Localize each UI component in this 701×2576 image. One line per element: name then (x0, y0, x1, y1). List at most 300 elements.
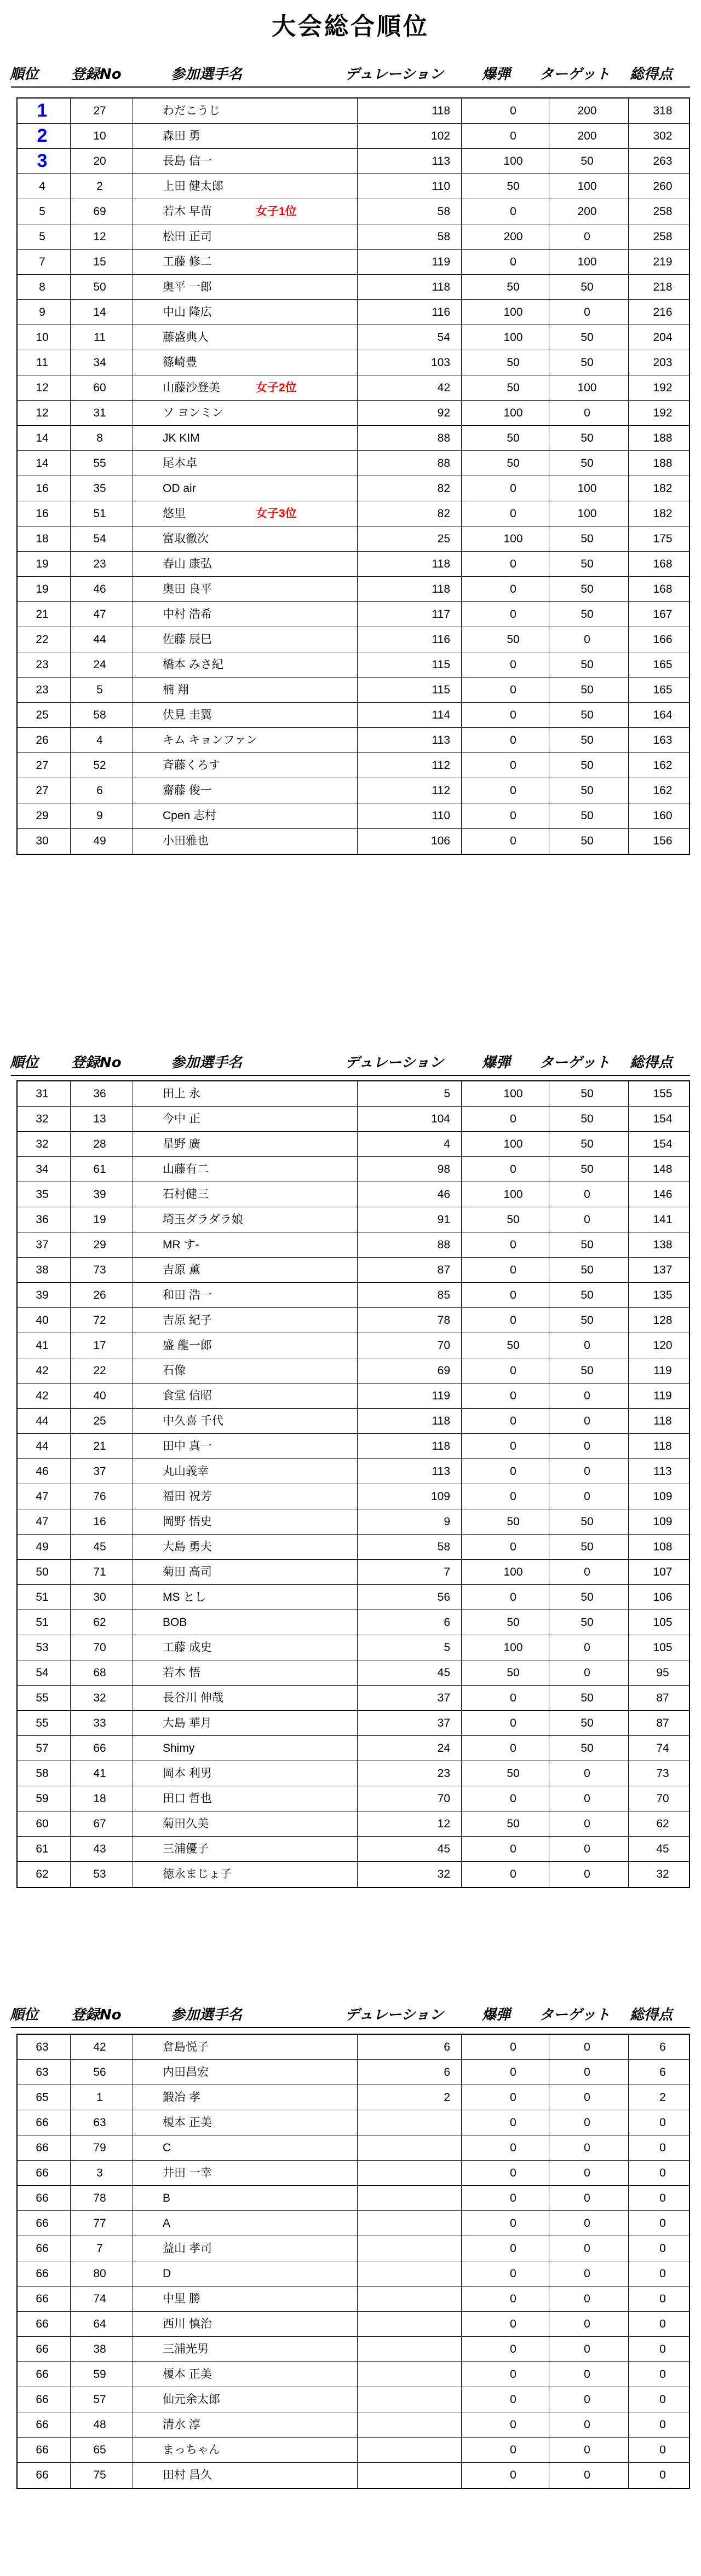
cell-total: 182 (653, 482, 673, 495)
cell-duration: 117 (432, 608, 450, 621)
cell-total: 260 (653, 180, 673, 193)
cell-bomb: 0 (510, 2343, 516, 2355)
cell-entry-no: 62 (93, 1616, 106, 1629)
cell-entry-no: 51 (93, 507, 106, 520)
cell-award-badge (256, 1560, 349, 1584)
cell-target: 0 (584, 1339, 590, 1352)
cell-name: 吉原 紀子 (163, 1314, 212, 1327)
cell-total: 188 (653, 457, 673, 470)
cell-bomb: 50 (507, 1666, 520, 1679)
table-row (18, 1837, 689, 1862)
cell-target: 50 (581, 1163, 594, 1176)
cell-target: 0 (584, 2368, 590, 2381)
cell-target: 200 (577, 205, 597, 218)
cell-total: 0 (659, 2393, 666, 2406)
cell-rank: 12 (36, 381, 49, 394)
header-entry-no: 登録No (71, 1055, 122, 1071)
cell-rank: 66 (36, 2242, 49, 2255)
cell-bomb: 50 (507, 281, 520, 293)
cell-bomb: 0 (510, 1264, 516, 1276)
table-row (18, 1232, 689, 1258)
cell-entry-no: 57 (93, 2393, 106, 2406)
header-bomb: 爆弾 (482, 1055, 511, 1071)
cell-bomb: 0 (510, 1541, 516, 1553)
cell-total: 113 (653, 1465, 672, 1478)
cell-entry-no: 21 (93, 1440, 106, 1452)
cell-rank: 41 (36, 1339, 49, 1352)
header-total: 総得点 (630, 66, 673, 83)
cell-entry-no: 40 (93, 1390, 106, 1402)
cell-name: 中久喜 千代 (163, 1415, 223, 1427)
table-row (18, 1585, 689, 1610)
cell-target: 0 (584, 1465, 590, 1478)
cell-name: 田村 昌久 (163, 2469, 212, 2481)
header-bomb: 爆弾 (482, 2007, 511, 2023)
cell-duration (357, 2362, 450, 2387)
cell-target: 0 (584, 1188, 590, 1201)
cell-total: 182 (653, 507, 673, 520)
cell-award-badge (256, 2035, 349, 2059)
cell-name: Shimy (163, 1742, 195, 1755)
cell-total: 218 (653, 281, 673, 293)
cell-rank: 57 (36, 1742, 49, 1755)
cell-award-badge (256, 2186, 349, 2210)
cell-duration: 91 (437, 1213, 450, 1226)
table-row (18, 1157, 689, 1182)
cell-entry-no: 14 (93, 306, 106, 319)
cell-rank: 12 (36, 407, 49, 419)
cell-rank: 66 (36, 2469, 49, 2481)
cell-target: 200 (577, 130, 597, 142)
cell-name: 仙元余太郎 (163, 2393, 220, 2406)
cell-name: 奥田 良平 (163, 583, 212, 595)
cell-bomb: 50 (507, 457, 520, 470)
cell-duration: 103 (430, 356, 450, 369)
cell-rank: 34 (36, 1163, 49, 1176)
cell-entry-no: 24 (93, 658, 106, 671)
cell-total: 109 (653, 1490, 673, 1503)
cell-duration (357, 2236, 450, 2261)
cell-name: 長島 信一 (163, 155, 212, 167)
cell-award-badge (256, 2110, 349, 2135)
cell-rank: 66 (36, 2267, 49, 2280)
table-row (18, 1308, 689, 1333)
cell-duration: 113 (432, 155, 450, 167)
cell-duration: 23 (437, 1767, 450, 1780)
table-row (18, 1333, 689, 1358)
cell-bomb: 0 (510, 759, 516, 772)
cell-duration: 88 (437, 457, 450, 470)
cell-duration: 58 (437, 230, 450, 243)
cell-name: 石像 (163, 1364, 186, 1377)
cell-target: 100 (577, 482, 597, 495)
cell-entry-no: 6 (96, 784, 103, 797)
table-row (18, 124, 689, 149)
cell-rank: 30 (36, 835, 49, 847)
header-name: 参加選手名 (171, 1055, 243, 1071)
cell-target: 0 (584, 1868, 590, 1880)
table-row (18, 778, 689, 803)
cell-rank: 8 (39, 281, 45, 293)
cell-rank: 23 (36, 684, 49, 696)
ranking-table (16, 2034, 690, 2489)
cell-total: 62 (656, 1817, 669, 1830)
cell-rank: 32 (36, 1138, 49, 1150)
cell-duration: 118 (432, 558, 450, 570)
cell-total: 108 (653, 1541, 673, 1553)
cell-award-badge (256, 2060, 349, 2085)
cell-name: ソ ヨンミン (163, 407, 223, 419)
cell-rank: 61 (36, 1843, 49, 1855)
cell-entry-no: 13 (93, 1113, 106, 1125)
cell-total: 258 (653, 230, 673, 243)
table-row (18, 1132, 689, 1157)
cell-name: 橋本 みさ紀 (163, 658, 223, 671)
cell-target: 50 (581, 734, 594, 746)
cell-rank: 39 (36, 1289, 49, 1301)
cell-total: 168 (653, 583, 673, 595)
cell-name: 若木 早苗 (163, 205, 212, 218)
cell-name: 埼玉ダラダラ娘 (163, 1213, 243, 1226)
cell-duration: 45 (437, 1666, 450, 1679)
cell-target: 0 (584, 2318, 590, 2330)
cell-rank: 35 (36, 1188, 49, 1201)
cell-duration: 102 (430, 130, 450, 142)
cell-rank: 66 (36, 2192, 49, 2204)
cell-total: 0 (659, 2368, 666, 2381)
cell-duration: 87 (437, 1264, 450, 1276)
table-row (18, 149, 689, 174)
header-duration: デュレーション (345, 66, 444, 83)
cell-name: 工藤 修二 (163, 256, 212, 268)
cell-award-badge (256, 1761, 349, 1786)
cell-entry-no: 52 (93, 759, 106, 772)
cell-target: 50 (581, 1591, 594, 1604)
cell-duration: 70 (437, 1339, 450, 1352)
cell-rank: 66 (36, 2318, 49, 2330)
page-title: 大会総合順位 (272, 13, 429, 40)
cell-bomb: 100 (503, 1138, 523, 1150)
cell-rank: 22 (36, 633, 49, 646)
cell-name: 大島 勇夫 (163, 1541, 212, 1553)
cell-name: 鍛冶 孝 (163, 2091, 200, 2104)
header-total: 総得点 (630, 2007, 673, 2023)
cell-name: 斉藤くろす (163, 759, 220, 772)
header-rank: 順位 (10, 66, 39, 83)
cell-name: 三浦光男 (163, 2343, 209, 2355)
cell-duration: 6 (444, 2041, 450, 2053)
cell-entry-no: 29 (93, 1238, 106, 1251)
cell-award-badge (256, 401, 349, 425)
cell-rank: 2 (37, 125, 48, 146)
cell-entry-no: 18 (93, 1792, 106, 1805)
cell-name: 藤盛典人 (163, 331, 209, 344)
cell-rank: 23 (36, 658, 49, 671)
table-row (18, 1711, 689, 1736)
cell-name: D (163, 2267, 171, 2280)
cell-total: 0 (659, 2141, 666, 2154)
cell-award-badge (256, 250, 349, 274)
cell-total: 148 (653, 1163, 673, 1176)
cell-name: 山藤沙登美 (163, 381, 220, 394)
table-row (18, 2161, 689, 2186)
cell-award-badge (256, 174, 349, 199)
cell-duration: 9 (444, 1515, 450, 1528)
cell-bomb: 0 (510, 1415, 516, 1427)
cell-total: 166 (653, 633, 673, 646)
cell-entry-no: 70 (93, 1641, 106, 1654)
cell-total: 141 (653, 1213, 673, 1226)
header-target: ターゲット (539, 66, 610, 83)
cell-entry-no: 23 (93, 558, 106, 570)
cell-award-badge (256, 1635, 349, 1660)
header-target: ターゲット (539, 1055, 610, 1071)
cell-total: 0 (659, 2343, 666, 2355)
cell-name: 吉原 薫 (163, 1264, 200, 1276)
cell-rank: 51 (36, 1616, 49, 1629)
cell-entry-no: 54 (93, 532, 106, 545)
header-total: 総得点 (630, 1055, 673, 1071)
cell-rank: 4 (39, 180, 45, 193)
cell-entry-no: 1 (96, 2091, 103, 2104)
table-row (18, 703, 689, 728)
cell-duration: 2 (444, 2091, 450, 2104)
cell-award-badge (256, 829, 349, 853)
cell-duration: 5 (444, 1641, 450, 1654)
cell-duration: 56 (437, 1591, 450, 1604)
cell-duration: 42 (437, 381, 450, 394)
cell-bomb: 100 (503, 155, 523, 167)
cell-rank: 47 (36, 1490, 49, 1503)
cell-rank: 25 (36, 709, 49, 721)
cell-award-badge (256, 275, 349, 299)
cell-rank: 3 (37, 150, 48, 171)
cell-bomb: 0 (510, 2091, 516, 2104)
table-row (18, 1484, 689, 1509)
cell-name: BOB (163, 1616, 187, 1629)
cell-rank: 29 (36, 809, 49, 822)
cell-total: 154 (653, 1113, 673, 1125)
cell-award-badge (256, 1081, 349, 1106)
table-row (18, 275, 689, 300)
header-name: 参加選手名 (171, 2007, 243, 2023)
table-row (18, 1207, 689, 1232)
cell-target: 0 (584, 2041, 590, 2053)
cell-bomb: 0 (510, 130, 516, 142)
cell-duration: 82 (437, 482, 450, 495)
cell-name: 榎本 正美 (163, 2368, 212, 2381)
cell-name: 榎本 正美 (163, 2116, 212, 2129)
header-rank: 順位 (10, 2007, 39, 2023)
table-row (18, 1786, 689, 1811)
table-row (18, 1434, 689, 1459)
cell-award-badge (256, 2387, 349, 2412)
cell-name: 福田 祝芳 (163, 1490, 212, 1503)
table-row (18, 1358, 689, 1383)
cell-name: 井田 一幸 (163, 2167, 212, 2179)
cell-name: 三浦優子 (163, 1843, 209, 1855)
cell-bomb: 50 (507, 1515, 520, 1528)
cell-target: 50 (581, 155, 594, 167)
cell-duration: 116 (432, 633, 450, 646)
cell-award-badge (256, 1308, 349, 1333)
cell-bomb: 0 (510, 2242, 516, 2255)
cell-entry-no: 22 (93, 1364, 106, 1377)
cell-award-badge (256, 753, 349, 778)
cell-duration: 116 (432, 306, 450, 319)
cell-duration (357, 2135, 450, 2160)
cell-rank: 66 (36, 2167, 49, 2179)
cell-name: 中村 浩希 (163, 608, 212, 621)
table-row (18, 1862, 689, 1887)
cell-bomb: 50 (507, 180, 520, 193)
cell-name: 楠 翔 (163, 684, 189, 696)
cell-bomb: 50 (507, 381, 520, 394)
cell-rank: 62 (36, 1868, 49, 1880)
cell-award-badge (256, 1107, 349, 1131)
cell-name: 倉島悦子 (163, 2041, 209, 2053)
header-entry-no: 登録No (71, 2007, 122, 2023)
cell-duration: 115 (432, 684, 450, 696)
cell-entry-no: 67 (93, 1817, 106, 1830)
cell-name: 石村健三 (163, 1188, 209, 1201)
cell-total: 162 (653, 759, 673, 772)
cell-entry-no: 9 (96, 809, 103, 822)
cell-total: 87 (656, 1717, 669, 1729)
table-row (18, 2312, 689, 2337)
cell-entry-no: 71 (93, 1566, 106, 1578)
cell-rank: 5 (39, 230, 45, 243)
cell-award-badge (256, 778, 349, 803)
cell-target: 0 (584, 2167, 590, 2179)
cell-name: 若木 悟 (163, 1666, 200, 1679)
cell-rank: 66 (36, 2418, 49, 2431)
cell-target: 50 (581, 356, 594, 369)
cell-bomb: 100 (503, 1087, 523, 1100)
cell-rank: 18 (36, 532, 49, 545)
cell-award-badge (256, 451, 349, 476)
cell-award-badge (256, 526, 349, 551)
cell-name: 田上 永 (163, 1087, 200, 1100)
cell-rank: 21 (36, 608, 49, 621)
cell-bomb: 0 (510, 1289, 516, 1301)
cell-entry-no: 69 (93, 205, 106, 218)
cell-award-badge (256, 552, 349, 576)
cell-award-badge (256, 124, 349, 148)
cell-award-badge (256, 1660, 349, 1685)
cell-duration: 119 (432, 1390, 450, 1402)
table-row (18, 426, 689, 451)
cell-total: 168 (653, 558, 673, 570)
cell-bomb: 0 (510, 2041, 516, 2053)
table-row (18, 1459, 689, 1484)
cell-entry-no: 11 (94, 331, 106, 344)
table-row (18, 2135, 689, 2161)
cell-total: 188 (653, 432, 673, 444)
cell-target: 100 (577, 180, 597, 193)
cell-bomb: 0 (510, 1390, 516, 1402)
cell-duration: 45 (437, 1843, 450, 1855)
cell-target: 0 (584, 2418, 590, 2431)
cell-rank: 37 (36, 1238, 49, 1251)
cell-bomb: 0 (510, 1692, 516, 1704)
cell-award-badge (256, 2438, 349, 2462)
cell-bomb: 0 (510, 1843, 516, 1855)
cell-target: 50 (581, 1113, 594, 1125)
cell-award-badge (256, 1182, 349, 1207)
cell-name: MR す- (163, 1238, 199, 1251)
cell-total: 74 (656, 1742, 669, 1755)
cell-name: 森田 勇 (163, 130, 200, 142)
cell-rank: 58 (36, 1767, 49, 1780)
cell-entry-no: 73 (93, 1264, 106, 1276)
cell-target: 0 (584, 2242, 590, 2255)
header-duration: デュレーション (345, 1055, 444, 1071)
table-row (18, 199, 689, 224)
cell-rank: 10 (36, 331, 49, 344)
table-row (18, 2286, 689, 2312)
cell-bomb: 0 (510, 1717, 516, 1729)
cell-award-badge (256, 1157, 349, 1182)
header-underline (11, 2027, 690, 2028)
cell-target: 0 (584, 407, 590, 419)
cell-name: キム キョンファン (163, 734, 258, 746)
cell-award-badge (256, 2312, 349, 2336)
cell-target: 50 (581, 658, 594, 671)
cell-entry-no: 76 (93, 1490, 106, 1503)
table-row (18, 1560, 689, 1585)
cell-award-badge (256, 2135, 349, 2160)
cell-rank: 32 (36, 1113, 49, 1125)
cell-bomb: 0 (510, 2368, 516, 2381)
cell-rank: 42 (36, 1364, 49, 1377)
cell-name: 工藤 成史 (163, 1641, 212, 1654)
cell-name: 盛 龍一郎 (163, 1339, 212, 1352)
cell-award-badge (256, 2161, 349, 2185)
table-row (18, 2261, 689, 2286)
cell-duration (357, 2438, 450, 2462)
cell-rank: 19 (36, 583, 49, 595)
cell-award-badge: 女子3位 (256, 507, 297, 520)
table-row (18, 2085, 689, 2110)
cell-rank: 5 (39, 205, 45, 218)
cell-bomb: 0 (510, 2141, 516, 2154)
cell-total: 138 (653, 1238, 673, 1251)
table-row (18, 2211, 689, 2236)
cell-award-badge (256, 1358, 349, 1383)
cell-total: 0 (659, 2167, 666, 2179)
cell-total: 118 (653, 1440, 672, 1452)
cell-award-badge (256, 1786, 349, 1811)
table-row (18, 2463, 689, 2488)
cell-total: 119 (653, 1364, 672, 1377)
cell-award-badge (256, 350, 349, 375)
cell-award-badge (256, 1132, 349, 1156)
cell-duration (357, 2161, 450, 2185)
cell-total: 109 (653, 1515, 673, 1528)
cell-target: 0 (584, 1566, 590, 1578)
cell-total: 167 (653, 608, 673, 621)
cell-rank: 11 (36, 356, 48, 369)
cell-entry-no: 55 (93, 457, 106, 470)
cell-total: 73 (656, 1767, 669, 1780)
cell-total: 0 (659, 2418, 666, 2431)
cell-entry-no: 25 (93, 1415, 106, 1427)
cell-total: 302 (653, 130, 673, 142)
cell-bomb: 0 (510, 1792, 516, 1805)
cell-bomb: 0 (510, 1490, 516, 1503)
cell-award-badge (256, 1283, 349, 1307)
